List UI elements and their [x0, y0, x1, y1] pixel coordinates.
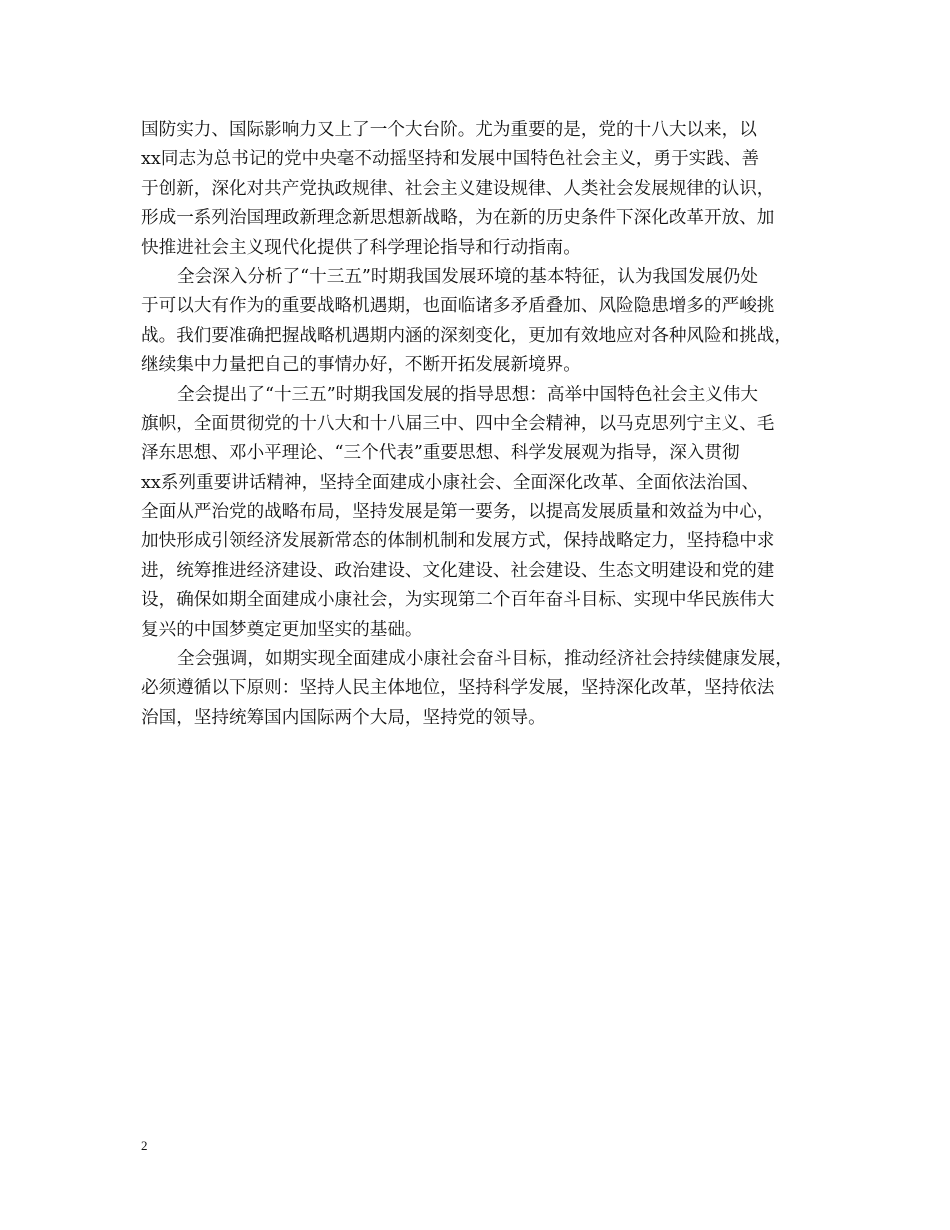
text-line: 设，确保如期全面建成小康社会，为实现第二个百年奋斗目标、实现中华民族伟大: [141, 590, 775, 611]
text-line: 泽东思想、邓小平理论、“三个代表”重要思想、科学发展观为指导，深入贯彻: [141, 443, 740, 464]
text-line: 于可以大有作为的重要战略机遇期，也面临诸多矛盾叠加、风险隐患增多的严峻挑: [141, 296, 775, 317]
text-line: 继续集中力量把自己的事情办好，不断开拓发展新境界。: [141, 355, 581, 376]
text-line: 旗帜，全面贯彻党的十八大和十八届三中、四中全会精神，以马克思列宁主义、毛: [141, 413, 775, 434]
paragraph-first-line: 全会提出了“十三五”时期我国发展的指导思想：高举中国特色社会主义伟大: [177, 384, 758, 405]
text-line: 进，统筹推进经济建设、政治建设、文化建设、社会建设、生态文明建设和党的建: [141, 560, 775, 581]
text-line: 形成一系列治国理政新理念新思想新战略，为在新的历史条件下深化改革开放、加: [141, 208, 775, 229]
paragraph-first-line: 全会强调，如期实现全面建成小康社会奋斗目标，推动经济社会持续健康发展，: [177, 649, 793, 670]
text-line: 战。我们要准确把握战略机遇期内涵的深刻变化，更加有效地应对各种风险和挑战，: [141, 325, 792, 346]
text-line: 于创新，深化对共产党执政规律、社会主义建设规律、人类社会发展规律的认识，: [141, 178, 775, 199]
text-line: 加快形成引领经济发展新常态的体制机制和发展方式，保持战略定力，坚持稳中求: [141, 531, 775, 552]
text-line: xx系列重要讲话精神，坚持全面建成小康社会、全面深化改革、全面依法治国、: [141, 472, 760, 493]
paragraph-first-line: 全会深入分析了“十三五”时期我国发展环境的基本特征，认为我国发展仍处: [177, 266, 758, 287]
text-line: xx同志为总书记的党中央毫不动摇坚持和发展中国特色社会主义，勇于实践、善: [141, 149, 760, 170]
text-line: 必须遵循以下原则：坚持人民主体地位，坚持科学发展，坚持深化改革，坚持依法: [141, 678, 775, 699]
text-line: 治国，坚持统筹国内国际两个大局，坚持党的领导。: [141, 707, 546, 728]
body-text: [141, 116, 821, 733]
text-line: 全面从严治党的战略布局，坚持发展是第一要务，以提高发展质量和效益为中心，: [141, 502, 775, 523]
text-line: 复兴的中国梦奠定更加坚实的基础。: [141, 619, 423, 640]
page-number: 2: [141, 1138, 148, 1153]
text-line: 快推进社会主义现代化提供了科学理论指导和行动指南。: [141, 237, 581, 258]
text-line: 国防实力、国际影响力又上了一个大台阶。尤为重要的是，党的十八大以来，以: [141, 120, 757, 140]
